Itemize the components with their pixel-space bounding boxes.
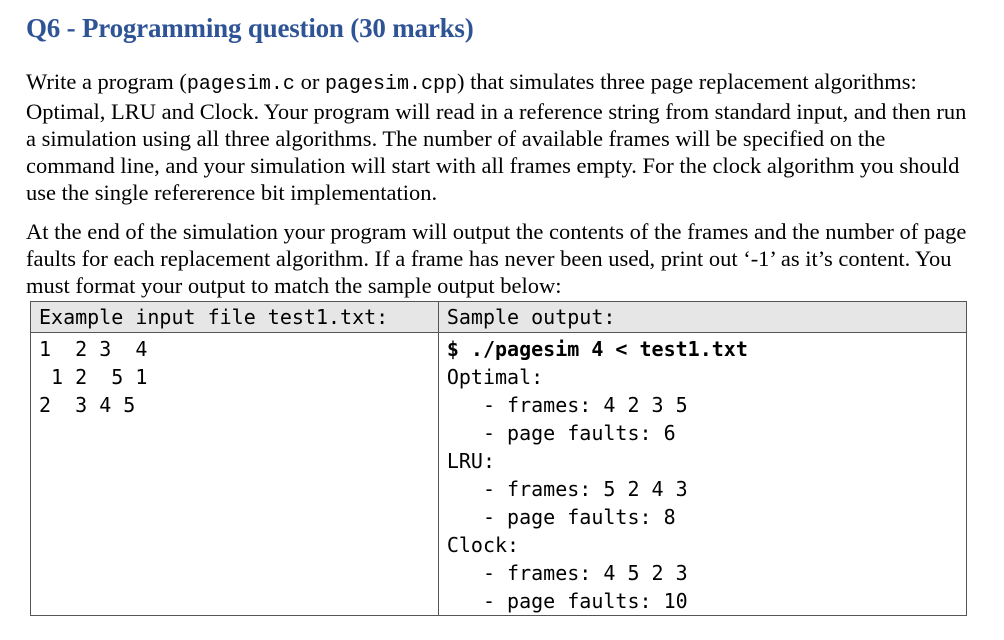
input-header-cell: Example input file test1.txt: bbox=[31, 302, 439, 333]
output-line: - frames: 4 5 2 3 bbox=[446, 561, 688, 585]
code-filename-c: pagesim.c bbox=[186, 73, 295, 96]
command-line: $ ./pagesim 4 < test1.txt bbox=[446, 337, 748, 361]
table-header-row bbox=[31, 302, 967, 333]
input-line: 2 3 4 5 bbox=[39, 393, 136, 417]
output-line: Clock: bbox=[446, 533, 520, 557]
paragraph-text: Write a program ( bbox=[26, 69, 187, 94]
question-paragraph-2: At the end of the simulation your program will output the contents of the frames and the number of page faults for each replacement algorithm. If a frame has never been used, print out ‘-1’ as it’s content. You must format your output to match the sample output below: bbox=[26, 219, 967, 298]
question-heading: Q6 - Programming question (30 marks) bbox=[26, 13, 474, 43]
question-page bbox=[26, 0, 976, 299]
sample-io-table bbox=[30, 301, 967, 616]
input-line: 1 2 5 1 bbox=[39, 365, 148, 389]
output-line: LRU: bbox=[446, 449, 495, 473]
output-line: - frames: 5 2 4 3 bbox=[446, 477, 688, 501]
paragraph-text: ) that simulates three page replacement algorithms: Optimal, LRU and Clock. Your program will read in a reference string from standard input, and then run a simulation using all three algorithms. The number of available frames will be specified on the command line, and your simulation will start with all frames empty. For the clock algorithm you should use the single refererence bit implementation. bbox=[26, 69, 967, 205]
output-line: - page faults: 6 bbox=[446, 421, 676, 445]
paragraph-text: or bbox=[294, 69, 325, 94]
code-filename-cpp: pagesim.cpp bbox=[324, 73, 457, 96]
sample-output-cell bbox=[438, 333, 966, 616]
input-file-cell bbox=[31, 333, 439, 616]
table-body-row bbox=[31, 333, 967, 616]
output-line: - page faults: 8 bbox=[446, 505, 676, 529]
question-paragraph-1 bbox=[26, 68, 976, 206]
input-line: 1 2 3 4 bbox=[39, 337, 148, 361]
output-line: Optimal: bbox=[446, 365, 544, 389]
output-line: - frames: 4 2 3 5 bbox=[446, 393, 688, 417]
output-header-cell: Sample output: bbox=[438, 302, 966, 333]
output-line: - page faults: 10 bbox=[446, 589, 688, 613]
